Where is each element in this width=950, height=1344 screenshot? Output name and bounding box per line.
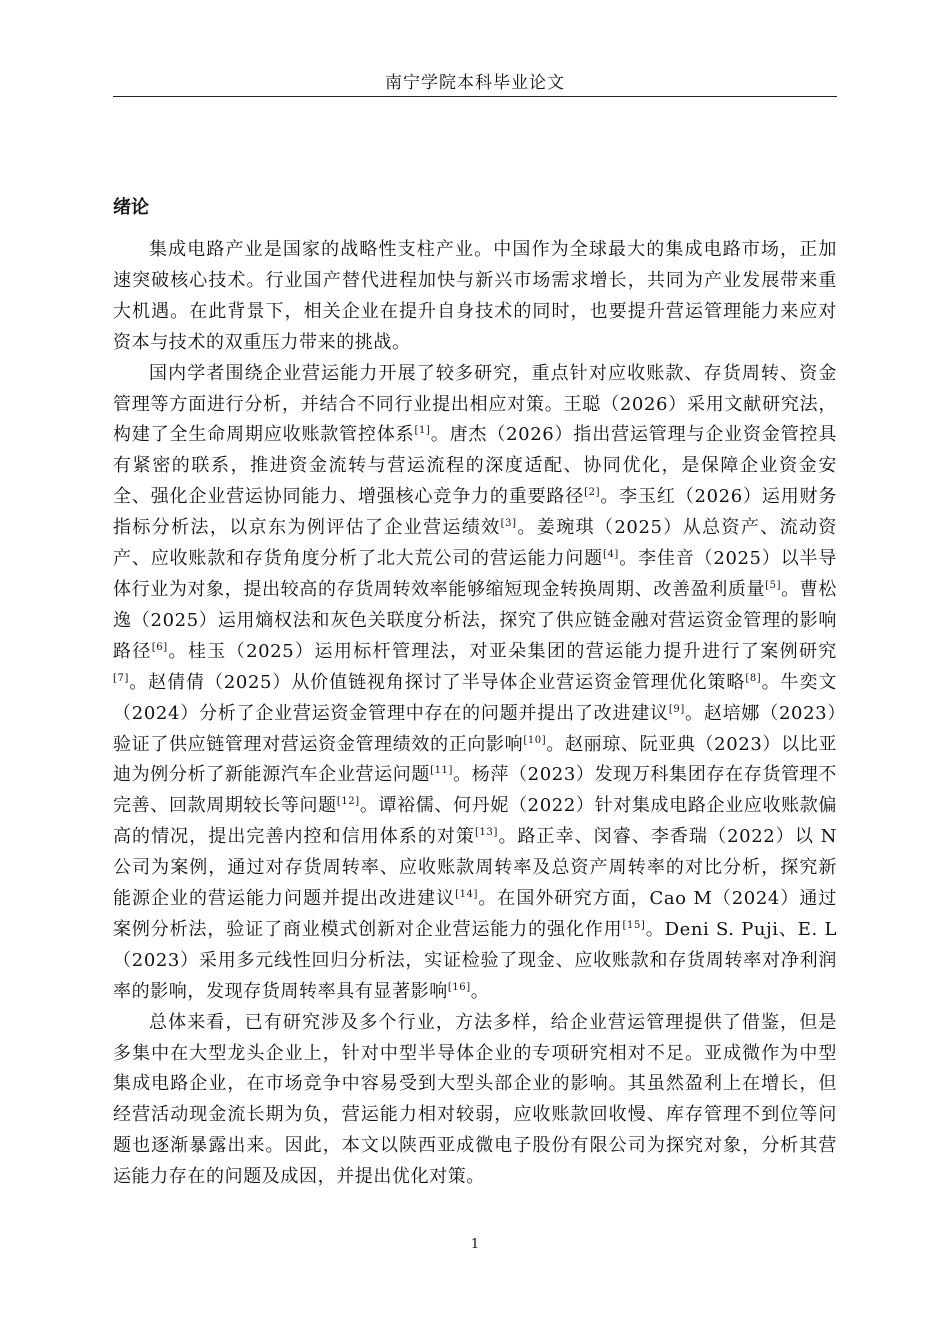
citation-ref: [9] (668, 703, 685, 715)
paragraph-text: 。Deni S. Puji、E. L（2023）采用多元线性回归分析法，实证检验了现金、应收账款和存货周转率对净利润率的影响，发现存货周转率具有显著影响 (113, 918, 837, 1002)
paragraph-text: 。杨萍（2023）发现万科集团存在存货管理不完善、回款周期较长等问题 (113, 764, 837, 817)
citation-ref: [13] (475, 827, 498, 839)
citation-ref: [7] (113, 672, 129, 684)
paragraph-text: 国内学者围绕企业营运能力开展了较多研究，重点针对应收账款、存货周转、资金管理等方面进行分析，并结合不同行业提出相应对策。王聪（2026）采用文献研究法，构建了全生命周期应收账款管控体系 (113, 362, 837, 446)
paragraph-3 (113, 1008, 837, 1193)
paragraph-text: 。赵培娜（2023）验证了供应链管理对营运资金管理绩效的正向影响 (113, 702, 837, 755)
paragraph-text: 。曹松逸（2025）运用熵权法和灰色关联度分析法，探究了供应链金融对营运资金管理的影响路径 (113, 578, 837, 662)
paragraph-text: 。赵倩倩（2025）从价值链视角探讨了半导体企业营运资金管理优化策略 (128, 671, 746, 693)
paragraph-text: 。在国外研究方面，Cao M（2024）通过案例分析法，验证了商业模式创新对企业营运能力的强化作用 (113, 888, 837, 940)
citation-ref: [11] (430, 765, 454, 777)
header-rule (113, 96, 837, 97)
citation-ref: [2] (584, 487, 601, 499)
section-title: 绪论 (113, 197, 149, 218)
paragraph-text: 。路正幸、闵睿、李香瑞（2022）以 N 公司为案例，通过对存货周转率、应收账款周转率及总资产周转率的对比分析，探究新能源企业的营运能力问题并提出改进建议 (113, 826, 837, 910)
running-header: 南宁学院本科毕业论文 (385, 73, 565, 93)
paragraph-text: 。桂玉（2025）运用标杆管理法，对亚朵集团的营运能力提升进行了案例研究 (167, 640, 838, 662)
paragraph-text: 总体来看，已有研究涉及多个行业，方法多样，给企业营运管理提供了借鉴，但是多集中在大型龙头企业上，针对中型半导体企业的专项研究相对不足。亚成微作为中型集成电路企业，在市场竞争中容易受到大型头部企业的影响。其虽然盈利上在增长，但经营活动现金流长期为负，营运能力相对较弱，应收账款回收慢、库存管理不到位等问题也逐渐暴露出来。因此，本文以陕西亚成微电子股份有限公司为探究对象，分析其营运能力存在的问题及成因，并提出优化对策。 (113, 1011, 837, 1188)
body-text (113, 235, 837, 1193)
paragraph-1 (113, 235, 837, 359)
paragraph-text: 。李佳音（2025）以半导体行业为对象，提出较高的存货周转效率能够缩短现金转换周期、改善盈利质量 (113, 548, 837, 600)
page-number: 1 (470, 1237, 480, 1252)
paragraph-text: 。李玉红（2026）运用财务指标分析法，以京东为例评估了企业营运绩效 (113, 486, 837, 539)
paragraph-text: 。唐杰（2026）指出营运管理与企业资金管控具有紧密的联系，推进资金流转与营运流程的深度适配、协同优化，是保障企业资金安全、强化企业营运协同能力、增强核心竞争力的重要路径 (113, 424, 837, 508)
paragraph-text: 。赵丽琼、阮亚典（2023）以比亚迪为例分析了新能源汽车企业营运问题 (113, 733, 837, 786)
citation-ref: [8] (745, 672, 762, 684)
citation-ref: [5] (765, 579, 782, 591)
citation-ref: [3] (500, 518, 517, 530)
citation-ref: [10] (523, 734, 547, 746)
paragraph-text: 。姜琬琪（2025）从总资产、流动资产、应收账款和存货角度分析了北大荒公司的营运能力问题 (113, 517, 837, 570)
paragraph-text: 集成电路产业是国家的战略性支柱产业。中国作为全球最大的集成电路市场，正加速突破核心技术。行业国产替代进程加快与新兴市场需求增长，共同为产业发展带来重大机遇。在此背景下，相关企业在提升自身技术的同时，也要提升营运管理能力来应对资本与技术的双重压力带来的挑战。 (113, 239, 837, 353)
citation-ref: [15] (622, 919, 646, 931)
citation-ref: [16] (447, 981, 471, 993)
citation-ref: [4] (602, 549, 619, 561)
citation-ref: [1] (414, 425, 431, 437)
citation-ref: [12] (336, 796, 360, 808)
paragraph-2 (113, 359, 837, 1008)
paragraph-text: 。牛奕文（2024）分析了企业营运资金管理中存在的问题并提出了改进建议 (113, 671, 837, 724)
citation-ref: [14] (455, 889, 479, 901)
paragraph-text: 。谭裕儒、何丹妮（2022）针对集成电路企业应收账款偏高的情况，提出完善内控和信用体系的对策 (113, 795, 838, 848)
paragraph-text: 。 (470, 980, 490, 1002)
citation-ref: [6] (151, 641, 168, 653)
